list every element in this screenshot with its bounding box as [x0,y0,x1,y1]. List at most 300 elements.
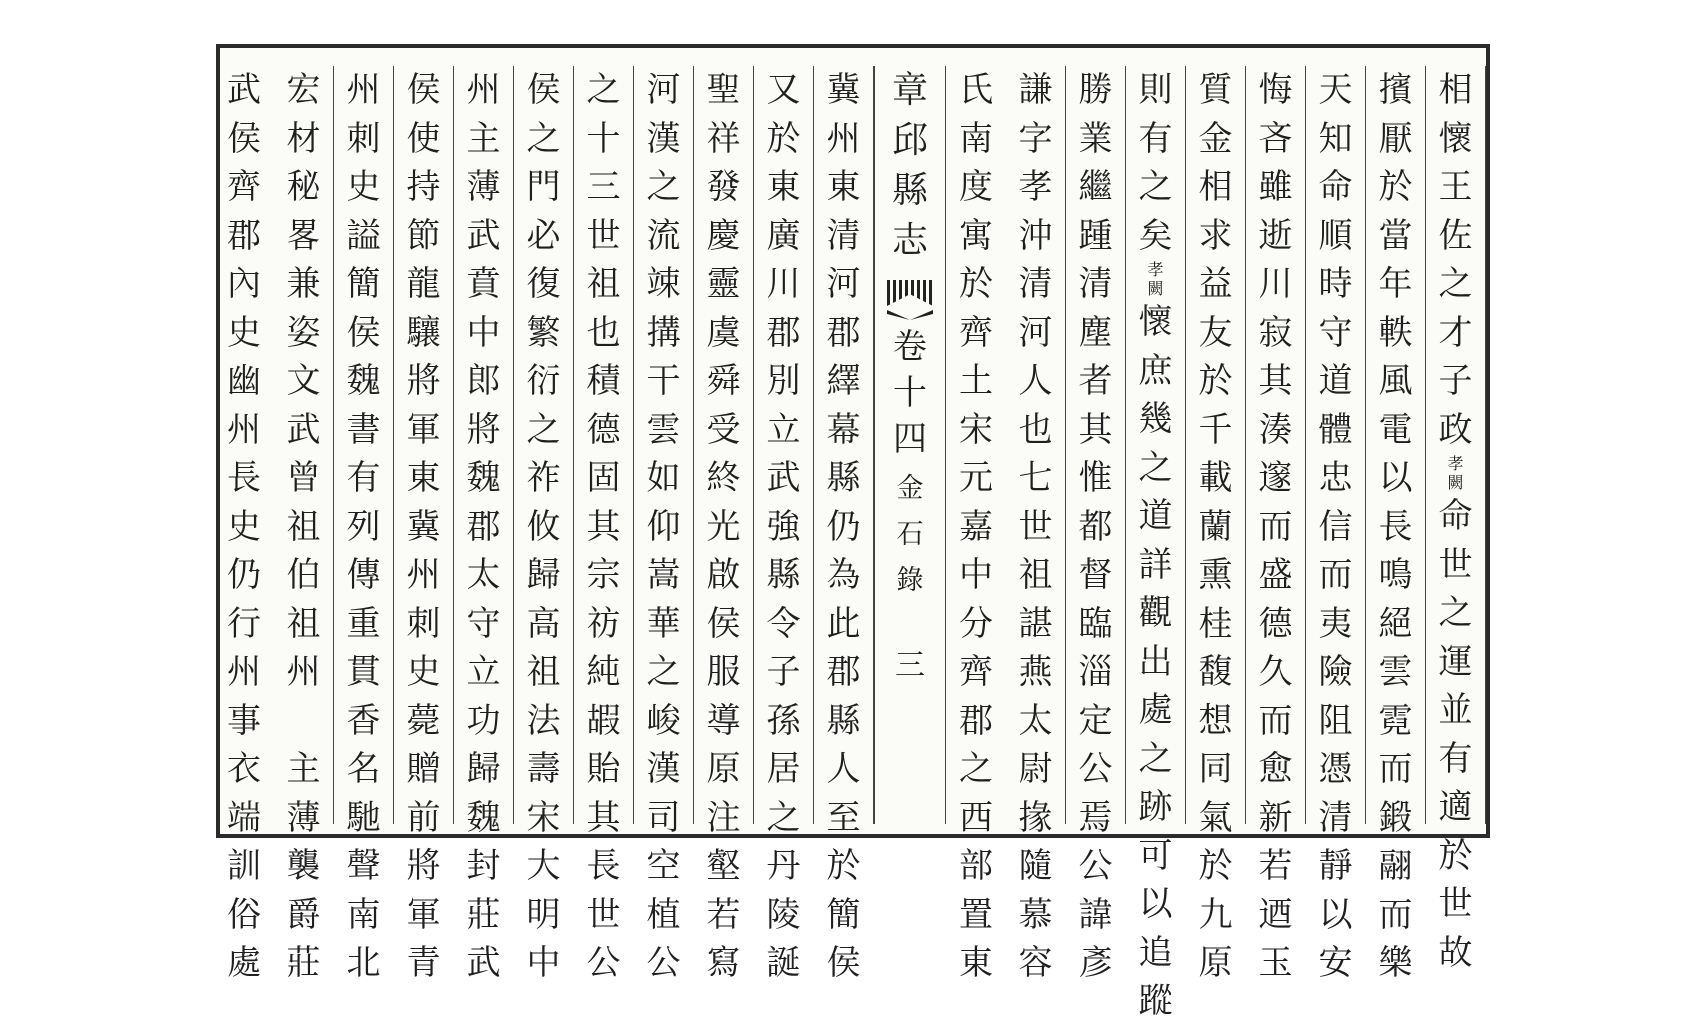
interlinear-annotation [1447,454,1463,492]
text-char: 業 [1078,118,1113,159]
text-char: 原 [1198,943,1233,983]
text-column [634,66,694,983]
text-char: 州 [346,70,381,110]
text-char: 光 [706,506,741,547]
text-char: 州 [826,118,861,159]
text-char: 之 [526,118,561,159]
text-char: 軼 [1378,312,1413,353]
text-char: 阻 [1318,700,1353,741]
text-char: 武 [766,458,801,498]
text-char: 齊 [227,167,261,207]
text-char: 東 [826,167,861,207]
text-char: 終 [706,458,741,498]
text-char: 東 [959,943,993,983]
text-char: 公 [1078,749,1113,789]
text-char: 宋 [959,409,993,450]
text-char: 南 [346,894,381,935]
text-char: 法 [526,700,561,741]
text-char: 縣 [826,458,861,498]
text-char: 侯 [346,312,381,353]
text-char: 跡 [1138,787,1173,827]
text-char: 發 [706,167,741,207]
text-char: 重 [346,603,381,644]
text-char: 之 [1438,593,1473,633]
text-char: 侯 [406,70,441,110]
text-char: 秘 [286,167,321,207]
text-char: 誕 [766,943,801,983]
text-char: 慕 [1018,894,1053,935]
text-char: 虞 [706,312,741,353]
text-char: 軍 [406,894,441,935]
text-char: 可 [1138,835,1173,876]
text-column [334,66,394,983]
text-char: 祖 [586,264,621,304]
text-char: 德 [586,409,621,450]
text-char: 詳 [1138,544,1173,585]
text-char: 青 [406,943,441,983]
text-char: 郡 [826,652,861,692]
text-char: 文 [286,361,321,401]
text-char: 祖 [526,652,561,692]
text-char: 大 [526,846,561,886]
text-char: 相 [1198,167,1233,207]
text-char: 居 [766,749,801,789]
text-char: 魏 [466,797,501,838]
text-char: 莊 [466,894,501,935]
text-char: 運 [1438,641,1473,682]
text-char: 郡 [959,700,993,741]
text-char: 人 [826,749,861,789]
text-char: 事 [227,700,261,741]
text-char: 太 [466,555,501,595]
text-char: 薄 [286,797,321,838]
text-char: 之 [586,70,621,110]
text-char: 之 [646,167,681,207]
text-char: 贈 [406,749,441,789]
text-column [274,66,334,983]
text-char: 仍 [826,506,861,547]
text-char: 矣 [1138,215,1173,256]
text-column [1186,66,1246,983]
text-char: 侯 [706,603,741,644]
text-char: 於 [826,846,861,886]
text-char [274,697,334,746]
text-char: 千 [1198,409,1233,450]
text-char: 求 [1198,215,1233,256]
text-char: 則 [1138,70,1173,110]
text-char: 侯 [826,943,861,983]
text-char: 歸 [526,555,561,595]
text-char: 峻 [646,700,681,741]
text-column [1066,66,1126,983]
text-char: 逝 [1258,215,1293,256]
text-char: 懷 [1438,118,1473,159]
text-char: 順 [1318,215,1353,256]
text-column [454,66,514,983]
text-char: 焉 [1078,797,1113,838]
text-char: 史 [406,652,441,692]
text-char: 置 [959,894,993,935]
text-char: 同 [1198,749,1233,789]
text-char: 愈 [1258,749,1293,789]
text-char: 列 [346,506,381,547]
text-char: 北 [346,943,381,983]
text-char: 友 [1198,312,1233,353]
text-char: 命 [1438,496,1473,536]
text-char: 驤 [406,312,441,353]
fish-tail-ornament [887,310,933,320]
text-char: 質 [1198,70,1233,110]
text-char: 流 [646,215,681,256]
text-char: 香 [346,700,381,741]
text-char: 觀 [1138,593,1173,633]
text-char: 若 [706,894,741,935]
text-char: 清 [826,215,861,256]
page-number: 三 [895,648,925,683]
text-char: 靈 [706,264,741,304]
text-char: 寫 [706,943,741,983]
text-char: 督 [1078,555,1113,595]
text-char: 繁 [526,312,561,353]
text-char: 州 [466,70,501,110]
text-char: 州 [227,652,261,692]
text-char: 前 [406,797,441,838]
text-char: 河 [826,264,861,304]
text-char: 祥 [706,118,741,159]
text-char: 武 [227,70,261,110]
text-column [946,66,1006,983]
text-char: 險 [1318,652,1353,692]
text-char: 長 [227,458,261,498]
text-char: 廣 [766,215,801,256]
text-char: 容 [1018,943,1053,983]
text-char: 史 [227,312,261,353]
text-char: 漢 [646,118,681,159]
text-char: 世 [1438,544,1473,585]
text-char: 氏 [959,70,993,110]
text-char: 州 [286,652,321,692]
annotation-char: 闕 [1447,473,1464,492]
text-char: 其 [586,797,621,838]
text-char: 其 [1258,361,1293,401]
text-char: 其 [1078,409,1113,450]
text-char: 隨 [1018,846,1053,886]
text-char: 孝 [1018,167,1053,207]
text-char: 清 [1318,797,1353,838]
text-char: 干 [646,361,681,401]
text-char: 端 [227,797,261,838]
text-char: 雖 [1258,167,1293,207]
text-char: 於 [766,118,801,159]
text-char: 臨 [1078,603,1113,644]
text-char: 沖 [1018,215,1053,256]
text-char: 立 [466,652,501,692]
text-char: 人 [1018,361,1053,401]
text-char: 有 [346,458,381,498]
text-char: 中 [526,943,561,983]
text-char: 使 [406,118,441,159]
text-char: 薨 [406,700,441,741]
text-char: 姿 [286,312,321,353]
text-char: 貫 [346,652,381,692]
text-char: 十 [586,118,621,159]
text-char: 清 [1018,264,1053,304]
text-char: 而 [1258,506,1293,547]
text-char: 忠 [1318,458,1353,498]
text-char: 將 [466,409,501,450]
text-char: 樂 [1378,943,1413,983]
text-char: 桂 [1198,603,1233,644]
text-char: 於 [1198,846,1233,886]
text-char: 祖 [1018,555,1053,595]
text-char: 踵 [1078,215,1113,256]
text-char: 強 [766,506,801,547]
text-char: 傳 [346,555,381,595]
text-char: 簡 [346,264,381,304]
text-char: 以 [1318,894,1353,935]
text-char: 道 [1318,361,1353,401]
text-char: 書 [346,409,381,450]
text-char: 立 [766,409,801,450]
text-char: 王 [1438,167,1473,207]
text-char: 迺 [1258,894,1293,935]
text-char: 若 [1258,846,1293,886]
center-fold-column [874,66,946,824]
text-char: 公 [586,943,621,983]
text-char: 司 [646,797,681,838]
text-char: 悔 [1258,70,1293,110]
text-char: 之 [646,652,681,692]
text-char: 宋 [526,797,561,838]
text-char: 中 [466,312,501,353]
text-char: 冀 [406,506,441,547]
text-char: 道 [1138,496,1173,536]
text-char: 氣 [1198,797,1233,838]
text-char: 川 [766,264,801,304]
text-char: 金 [1198,118,1233,159]
text-char: 孫 [766,700,801,741]
text-char: 之 [766,797,801,838]
text-char: 祚 [526,458,561,498]
text-char: 處 [227,943,261,983]
text-column [1006,66,1066,983]
text-char: 明 [526,894,561,935]
annotation-char: 孝 [1147,260,1164,279]
text-char: 厭 [1378,118,1413,159]
text-char: 長 [586,846,621,886]
text-char: 刺 [346,118,381,159]
text-char: 故 [1438,932,1473,973]
text-char: 令 [766,603,801,644]
interlinear-annotation [1147,260,1163,298]
text-char: 郡 [227,215,261,256]
text-char: 侯 [227,118,261,159]
text-char: 曾 [286,458,321,498]
text-char: 河 [1018,312,1053,353]
text-char: 啟 [706,555,741,595]
text-char: 雲 [1378,652,1413,692]
text-char: 佐 [1438,215,1473,256]
text-char: 受 [706,409,741,450]
text-char: 宏 [286,70,321,110]
text-char: 憑 [1318,749,1353,789]
text-char: 於 [1378,167,1413,207]
text-column [1306,66,1366,983]
text-column [514,66,574,983]
text-char: 侯 [526,70,561,110]
text-char: 純 [586,652,621,692]
text-char: 度 [959,167,993,207]
text-char: 聖 [706,70,741,110]
text-char: 服 [706,652,741,692]
text-char: 仰 [646,506,681,547]
text-char: 守 [466,603,501,644]
text-char: 勝 [1078,70,1113,110]
text-char: 夷 [1318,603,1353,644]
text-char: 懷 [1138,302,1173,342]
volume-label-char: 四 [893,419,927,459]
text-char: 軍 [406,409,441,450]
text-char: 擯 [1378,70,1413,110]
text-char: 襲 [286,846,321,886]
text-char: 西 [959,797,993,838]
text-char: 而 [1378,894,1413,935]
text-char: 寂 [1258,312,1293,353]
text-char: 霓 [1378,700,1413,741]
text-char: 郡 [466,506,501,547]
text-char: 新 [1258,797,1293,838]
text-column [214,66,274,983]
text-char: 鳴 [1378,555,1413,595]
text-char: 湊 [1258,409,1293,450]
text-column [1246,66,1306,983]
text-char: 邃 [1258,458,1293,498]
text-char: 元 [959,458,993,498]
text-char: 有 [1138,118,1173,159]
text-char: 之 [1138,167,1173,207]
text-char: 川 [1258,264,1293,304]
book-title-char: 邱 [891,120,928,161]
volume-label-char: 卷 [893,327,927,367]
text-char: 掾 [1018,797,1053,838]
text-char: 壑 [706,846,741,886]
text-char: 諶 [1018,603,1053,644]
text-char: 謚 [346,215,381,256]
text-char: 陵 [766,894,801,935]
text-char: 其 [586,506,621,547]
text-char: 幾 [1138,399,1173,439]
text-char: 郡 [826,312,861,353]
text-char: 繼 [1078,167,1113,207]
text-char: 仍 [227,555,261,595]
text-char: 塵 [1078,312,1113,353]
text-char: 幕 [826,409,861,450]
text-char: 別 [766,361,801,401]
text-char: 兼 [286,264,321,304]
text-char: 衣 [227,749,261,789]
text-char: 齊 [959,652,993,692]
text-char: 之 [1138,447,1173,488]
text-char: 世 [1018,506,1053,547]
text-char: 九 [1198,894,1233,935]
text-char: 將 [406,361,441,401]
text-char: 吝 [1258,118,1293,159]
text-char: 薄 [466,167,501,207]
text-char: 主 [466,118,501,159]
text-char: 歸 [466,749,501,789]
text-char: 才 [1438,312,1473,353]
book-title-char: 縣 [891,170,928,211]
text-char: 齊 [959,312,993,353]
annotation-char: 闕 [1147,279,1164,298]
text-char: 州 [406,555,441,595]
text-char: 三 [586,167,621,207]
text-char: 長 [1378,506,1413,547]
text-char: 於 [1438,835,1473,876]
text-char: 南 [959,118,993,159]
text-char: 以 [1378,458,1413,498]
text-char: 載 [1198,458,1233,498]
text-char: 馥 [1198,652,1233,692]
text-char: 雲 [646,409,681,450]
section-label-char: 金 [896,473,924,504]
text-char: 世 [586,894,621,935]
text-char: 注 [706,797,741,838]
text-char: 也 [586,312,621,353]
text-char: 伯 [286,555,321,595]
text-char: 搆 [646,312,681,353]
text-char: 而 [1318,555,1353,595]
text-char: 而 [1258,700,1293,741]
text-column [754,66,814,983]
text-char: 武 [286,409,321,450]
text-char: 庶 [1138,350,1173,391]
text-column [574,66,634,983]
text-char: 慶 [706,215,741,256]
text-char: 馳 [346,797,381,838]
text-char: 盛 [1258,555,1293,595]
text-char: 門 [526,167,561,207]
text-char: 丹 [766,846,801,886]
text-char: 命 [1318,167,1353,207]
text-char: 必 [526,215,561,256]
text-char: 祖 [286,506,321,547]
text-char: 部 [959,846,993,886]
book-title-char: 志 [891,220,928,261]
text-char: 竦 [646,264,681,304]
text-char: 積 [586,361,621,401]
text-char: 都 [1078,506,1113,547]
text-column [1366,66,1426,983]
text-char: 武 [466,943,501,983]
text-char: 衍 [526,361,561,401]
text-char: 名 [346,749,381,789]
text-char: 植 [646,894,681,935]
text-char: 史 [346,167,381,207]
text-char: 內 [227,264,261,304]
text-char: 有 [1438,738,1473,779]
text-char: 縣 [766,555,801,595]
text-char: 空 [646,846,681,886]
text-column [1426,66,1486,973]
text-char: 嵩 [646,555,681,595]
text-char: 封 [466,846,501,886]
text-char: 俗 [227,894,261,935]
text-char: 宗 [586,555,621,595]
text-char: 熏 [1198,555,1233,595]
text-char: 政 [1438,409,1473,450]
text-char: 信 [1318,506,1353,547]
